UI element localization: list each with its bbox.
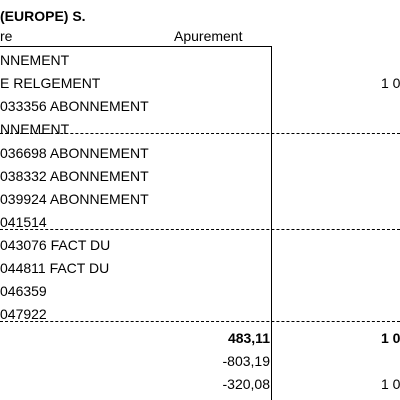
list-item: NNEMENT [0, 52, 70, 68]
total-value: -320,08 [222, 376, 270, 392]
table-top-border [0, 46, 272, 47]
list-item: 038332 ABONNEMENT [0, 168, 149, 184]
list-item: 044811 FACT DU [0, 260, 110, 276]
list-item: E RELGEMENT [0, 75, 101, 91]
right-column-value: 1 0 [381, 330, 400, 346]
company-title: (EUROPE) S. [0, 8, 86, 24]
list-item: 039924 ABONNEMENT [0, 191, 149, 207]
list-item: 047922 [0, 306, 47, 322]
right-column-value: 1 0 [381, 75, 400, 91]
list-item: 033356 ABONNEMENT [0, 98, 149, 114]
column-header-left: re [0, 28, 13, 44]
list-item: NNEMENT [0, 121, 70, 137]
list-item: 041514 [0, 214, 47, 230]
total-value: -803,19 [222, 353, 270, 369]
list-item: 043076 FACT DU [0, 237, 111, 253]
list-item: 036698 ABONNEMENT [0, 145, 149, 161]
table-right-border [271, 46, 272, 400]
list-item: 046359 [0, 283, 47, 299]
right-column-value: 1 0 [381, 376, 400, 392]
dashed-separator [0, 321, 400, 322]
dashed-separator [0, 229, 400, 230]
column-header-apurement: Apurement [174, 28, 243, 44]
total-value: 483,11 [227, 330, 270, 346]
